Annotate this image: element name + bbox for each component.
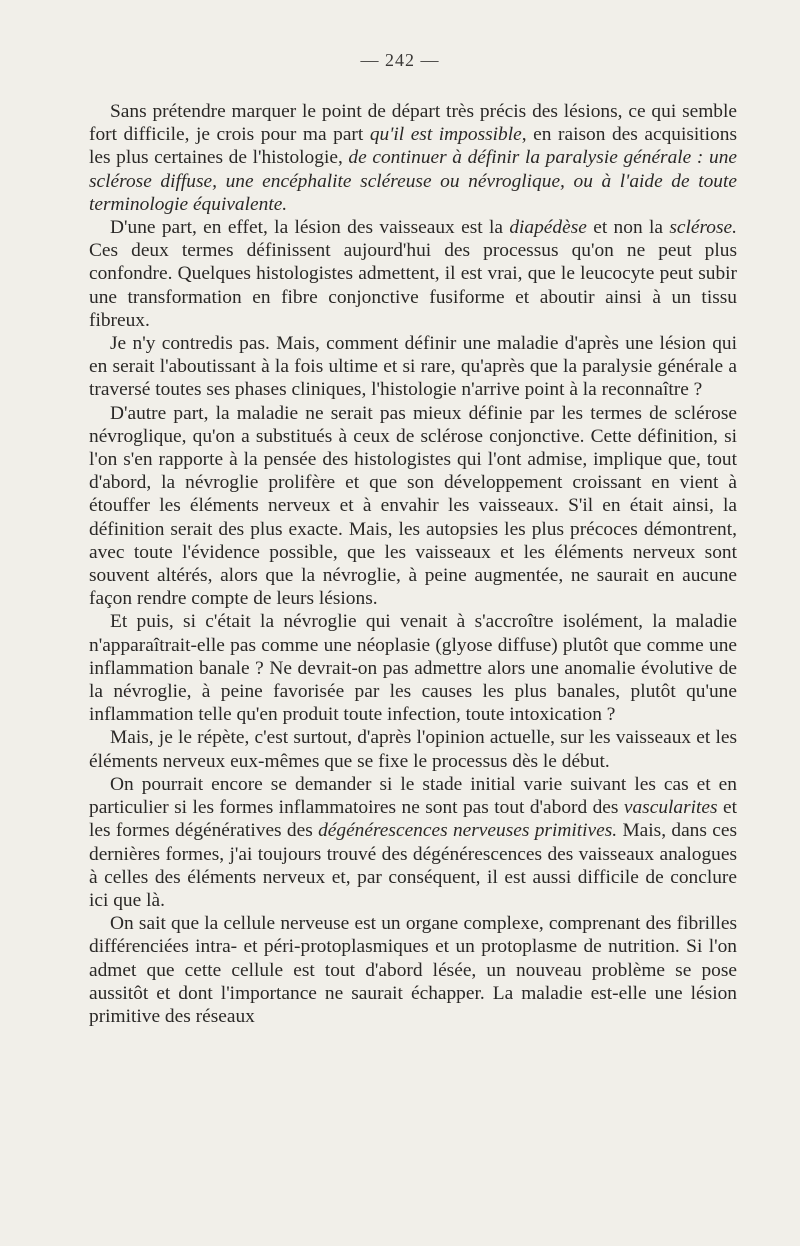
paragraph <box>89 912 737 1028</box>
text-run: et non la <box>586 217 670 239</box>
italic-text: vascularites <box>623 797 718 819</box>
text-run: On sait que la cellule nerveuse est un organe complexe, comprenant des fibrilles différenciées intra- et péri-protoplasmiques et un protoplasme de nutrition. Si l'on admet que cette cellule est tout d'abord lésée, un nouveau problème se pose aussitôt et dont l'importance ne saurait échapper. La maladie est-elle une lésion primitive des réseaux <box>89 913 737 1027</box>
text-run: Mais, je le répète, c'est surtout, d'après l'opinion actuelle, sur les vaisseaux et les éléments nerveux eux-mêmes que se fixe le processus dès le début. <box>89 727 737 772</box>
page-text-body <box>89 100 737 1028</box>
paragraph <box>89 610 737 726</box>
text-run: et les formes dégénératives des <box>89 797 737 842</box>
text-run: D'autre part, la maladie ne serait pas mieux définie par les termes de sclérose névroglique, qu'on a substitués à ceux de sclérose conjonctive. Cette définition, si l'on s'en rapporte à la pensée des histologistes qui l'ont admise, implique que, tout d'abord, la névroglie prolifère et que son développement croissant en vient à étouffer les éléments nerveux et à envahir les vaisseaux. S'il en était ainsi, la définition serait des plus exacte. Mais, les autopsies les plus précoces démontrent, avec toute l'évidence possible, que les vaisseaux et les éléments nerveux sont souvent altérés, alors que la névroglie, à peine augmentée, ne saurait en aucune façon rendre compte de leurs lésions. <box>89 402 737 610</box>
paragraph <box>89 726 737 772</box>
paragraph <box>89 773 737 912</box>
text-run: Et puis, si c'était la névroglie qui venait à s'accroître isolément, la maladie n'apparaîtrait-elle pas comme une néoplasie (glyose diffuse) plutôt que comme une inflammation banale ? Ne devrait-on pas admettre alors une anomalie évolutive de la névroglie, à peine favorisée par les causes les plus banales, plutôt qu'une inflammation telle qu'en produit toute infection, toute intoxication ? <box>89 611 737 726</box>
italic-text: sclérose. <box>669 217 737 239</box>
text-run: Mais, dans ces dernières formes, j'ai toujours trouvé des dégénérescences des vaisseaux analogues à celles des éléments nerveux et, par conséquent, il est aussi difficile de conclure ici que là. <box>89 820 737 911</box>
text-run: Je n'y contredis pas. Mais, comment définir une maladie d'après une lésion qui en serait l'aboutissant à la fois ultime et si rare, qu'après que la paralysie générale a traversé toutes ses phases cliniques, l'histologie n'arrive point à la reconnaître ? <box>89 333 737 401</box>
text-run: D'une part, en effet, la lésion des vaisseaux est la <box>110 217 510 239</box>
text-run: , en raison des acquisitions les plus certaines de l'histologie, <box>89 124 737 169</box>
paragraph <box>89 100 737 216</box>
text-run: On pourrait encore se demander si le stade initial varie suivant les cas et en particulier si les formes inflammatoires ne sont pas tout d'abord des <box>89 773 737 819</box>
italic-text: qu'il est impossible <box>369 124 522 146</box>
text-run: Sans prétendre marquer le point de départ très précis des lésions, ce qui semble fort difficile, je crois pour ma part <box>89 101 737 146</box>
italic-text: dégénérescences nerveuses primitives. <box>318 820 618 842</box>
paragraph <box>89 332 737 402</box>
paragraph <box>89 402 737 611</box>
italic-text: de continuer à définir la paralysie générale : une sclérose diffuse, une encéphalite scléreuse ou névroglique, ou à l'aide de toute terminologie équivalente. <box>89 147 738 215</box>
text-run: Ces deux termes définissent aujourd'hui des processus qu'on ne peut plus confondre. Quelques histologistes admettent, il est vrai, que le leucocyte peut subir une transformation en fibre conjonctive fusiforme et aboutir ainsi à un tissu fibreux. <box>89 240 737 331</box>
paragraph <box>89 216 737 332</box>
page-number: — 242 — <box>360 50 440 70</box>
italic-text: diapédèse <box>509 217 587 239</box>
